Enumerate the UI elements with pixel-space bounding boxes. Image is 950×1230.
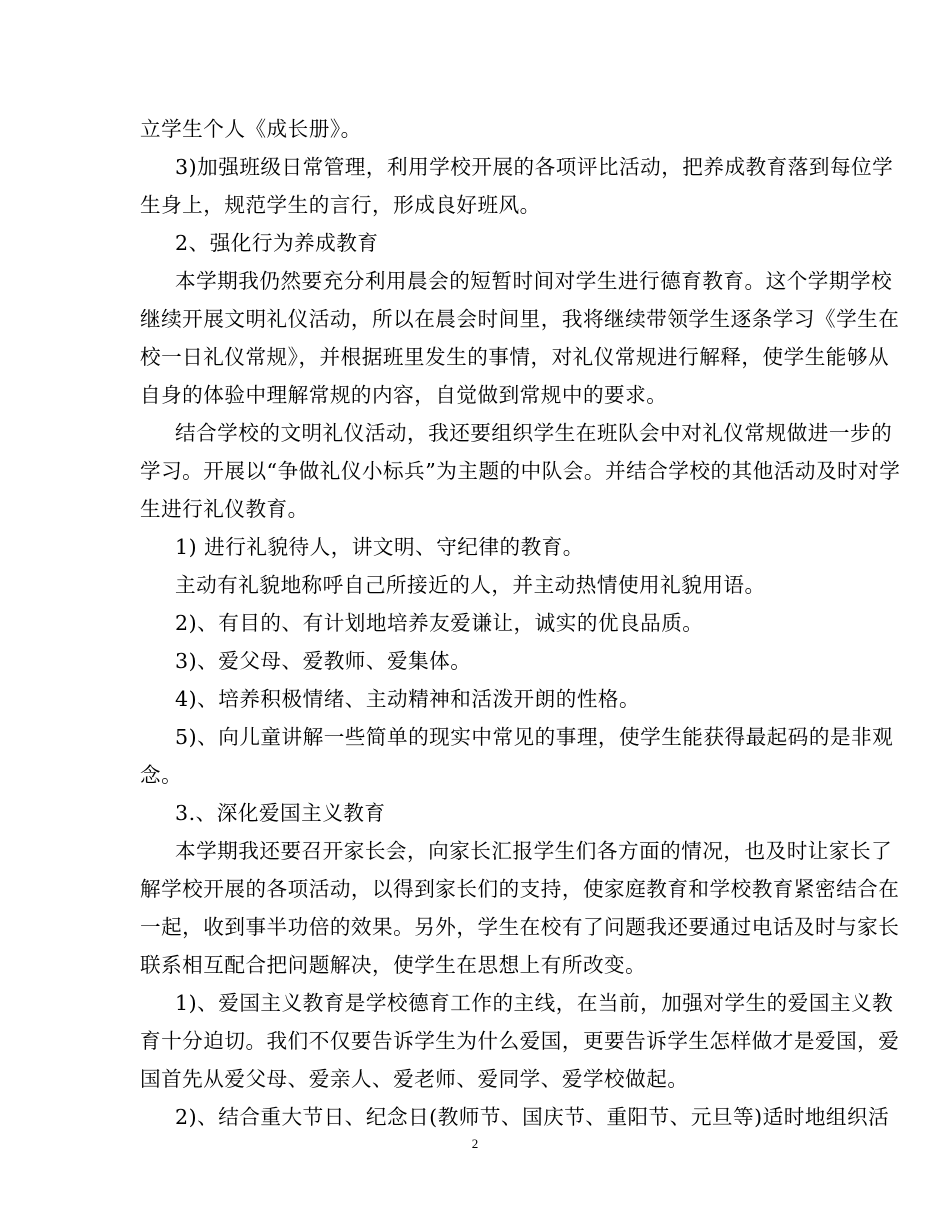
document-body: [140, 110, 901, 1136]
list-item: 1) 进行礼貌待人，讲文明、守纪律的教育。: [175, 535, 584, 559]
list-item: 2)、有目的、有计划地培养友爱谦让，诚实的优良品质。: [175, 611, 704, 635]
text-line: 自身的体验中理解常规的内容，自觉做到常规中的要求。: [140, 383, 668, 407]
text-line: 国首先从爱父母、爱亲人、爱老师、爱同学、爱学校做起。: [140, 1067, 689, 1091]
page-number: 2: [471, 1136, 479, 1151]
list-item: 2)、结合重大节日、纪念日(教师节、国庆节、重阳节、元旦等)适时地组织活: [175, 1105, 890, 1129]
section-heading: 2、强化行为养成教育: [175, 231, 379, 255]
text-line: 3)加强班级日常管理，利用学校开展的各项评比活动，把养成教育落到每位学: [175, 155, 894, 179]
text-line: 校一日礼仪常规》，并根据班里发生的事情，对礼仪常规进行解释，使学生能够从: [140, 345, 890, 369]
text-line: 结合学校的文明礼仪活动，我还要组织学生在班队会中对礼仪常规做进一步的: [175, 421, 893, 445]
text-line: 本学期我还要召开家长会，向家长汇报学生们各方面的情况，也及时让家长了: [175, 839, 893, 863]
section-heading: 3.、深化爱国主义教育: [175, 801, 386, 825]
text-line: 育十分迫切。我们不仅要告诉学生为什么爱国，更要告诉学生怎样做才是爱国，爱: [140, 1029, 900, 1053]
list-item: 3)、爱父母、爱教师、爱集体。: [175, 649, 472, 673]
text-line: 继续开展文明礼仪活动，所以在晨会时间里，我将继续带领学生逐条学习《学生在: [140, 307, 900, 331]
text-line: 生身上，规范学生的言行，形成良好班风。: [140, 193, 541, 217]
list-item: 4)、培养积极情绪、主动精神和活泼开朗的性格。: [175, 687, 641, 711]
text-line: 本学期我仍然要充分利用晨会的短暂时间对学生进行德育教育。这个学期学校: [175, 269, 893, 293]
text-line: 解学校开展的各项活动，以得到家长们的支持，使家庭教育和学校教育紧密结合在: [140, 877, 900, 901]
list-item: 5)、向儿童讲解一些简单的现实中常见的事理，使学生能获得最起码的是非观: [175, 725, 894, 749]
text-line: 念。: [140, 763, 183, 787]
text-line: 主动有礼貌地称呼自己所接近的人，并主动热情使用礼貌用语。: [175, 573, 766, 597]
list-item: 1)、爱国主义教育是学校德育工作的主线，在当前，加强对学生的爱国主义教: [175, 991, 894, 1015]
text-line: 生进行礼仪教育。: [140, 497, 309, 521]
text-line: 联系相互配合把问题解决，使学生在思想上有所改变。: [140, 953, 647, 977]
text-line: 立学生个人《成长册》。: [140, 117, 362, 141]
text-line: 学习。开展以“争做礼仪小标兵”为主题的中队会。并结合学校的其他活动及时对学: [140, 459, 901, 483]
text-line: 一起，收到事半功倍的效果。另外，学生在校有了问题我还要通过电话及时与家长: [140, 915, 900, 939]
